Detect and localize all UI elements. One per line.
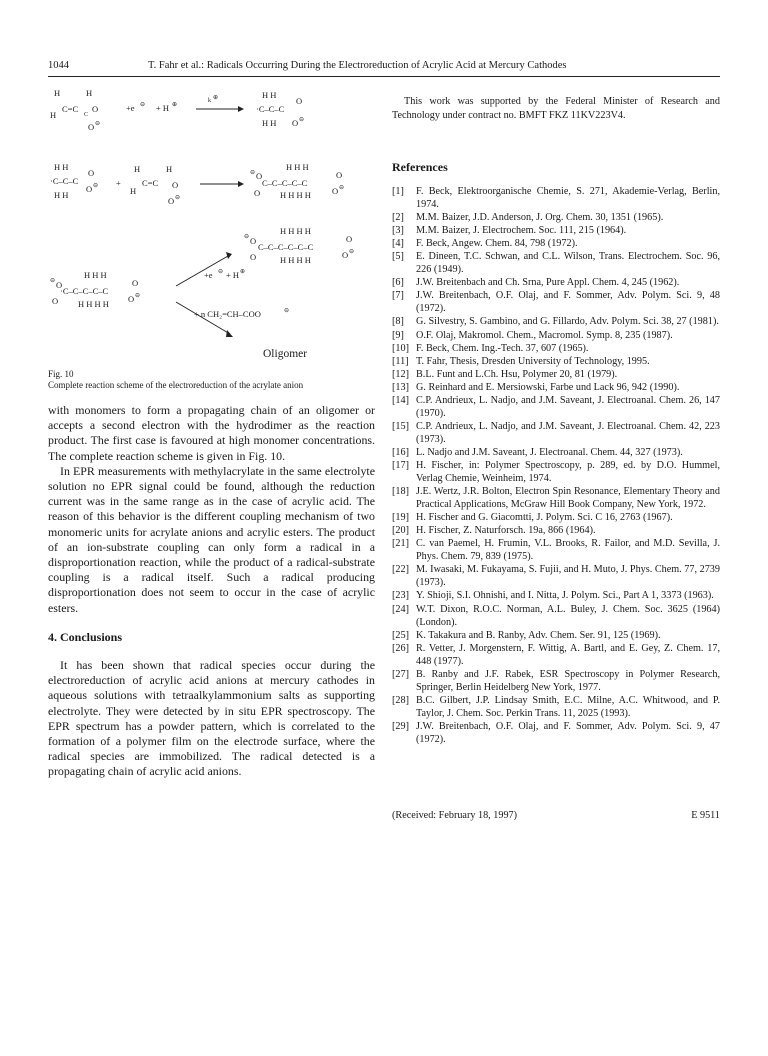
reference-item <box>392 603 720 629</box>
arrow-head <box>238 181 244 187</box>
reference-text: T. Fahr, Thesis, Dresden University of Technology, 1995. <box>416 355 650 367</box>
reference-item <box>392 720 720 746</box>
running-head <box>48 60 720 77</box>
chem-h: H <box>166 164 173 174</box>
reference-number: [20] <box>392 525 409 537</box>
running-title: T. Fahr et al.: Radicals Occurring During the Electroreduction of Acrylic Acid at Mercury Cathodes <box>148 60 567 71</box>
chem-o: O <box>168 196 175 206</box>
reference-item <box>392 485 720 511</box>
reference-number: [11] <box>392 355 409 367</box>
chem-neg: ⊖ <box>284 308 290 314</box>
reference-item <box>392 459 720 485</box>
right-column <box>392 95 720 821</box>
row2-acrylate-monomer <box>130 164 180 206</box>
chem-neg: ⊖ <box>175 195 181 201</box>
page-number: 1044 <box>48 60 69 71</box>
chem-h: H <box>130 186 137 196</box>
left-column <box>48 403 375 780</box>
chem-plus-e: +e <box>126 103 135 113</box>
chem-chain: ·C–C–C <box>50 176 79 186</box>
reference-item <box>392 642 720 668</box>
chem-neg: ⊖ <box>349 249 355 255</box>
reference-number: [27] <box>392 668 409 680</box>
reference-item <box>392 589 720 602</box>
reference-text: R. Vetter, J. Morgenstern, F. Wittig, A. Bartl, and E. Gey, Z. Chem. 17, 448 (1977). <box>416 642 720 667</box>
reference-item <box>392 420 720 446</box>
reference-number: [7] <box>392 290 404 302</box>
reference-item <box>392 355 720 368</box>
reference-item <box>392 224 720 237</box>
chem-o: O <box>86 184 93 194</box>
reference-number: [19] <box>392 512 409 524</box>
reference-number: [3] <box>392 225 404 237</box>
reference-text: M.M. Baizer, J.D. Anderson, J. Org. Chem. 30, 1351 (1965). <box>416 212 664 224</box>
chem-h: H <box>54 88 61 98</box>
reference-number: [4] <box>392 238 404 250</box>
reference-number: [28] <box>392 694 409 706</box>
chem-neg: ⊖ <box>95 121 101 127</box>
received-line <box>392 810 720 821</box>
reference-text: C. van Paemel, H. Frumin, V.L. Brooks, R. Failor, and M.D. Sevilla, J. Phys. Chem. 79, 839 (1975). <box>416 538 720 563</box>
chem-o: O <box>296 96 303 106</box>
reference-text: Y. Shioji, S.I. Ohnishi, and I. Nitta, J. Polym. Sci., Part A 1, 3373 (1963). <box>416 590 714 602</box>
chem-o: O <box>88 122 95 132</box>
row2-dimer-radical <box>250 162 344 200</box>
reference-item <box>392 276 720 289</box>
reference-item <box>392 342 720 355</box>
reference-number: [13] <box>392 381 409 393</box>
reference-text: J.E. Wertz, J.R. Bolton, Electron Spin Resonance, Elementary Theory and Practical Applications, McGraw Hill Book Company, New York, 1972. <box>416 486 720 511</box>
reference-item <box>392 211 720 224</box>
chem-o: O <box>254 188 261 198</box>
reference-number: [1] <box>392 186 404 197</box>
chem-pos: ⊕ <box>213 95 219 101</box>
reference-text: C.P. Andrieux, L. Nadjo, and J.M. Saveant, J. Electroanal. Chem. 42, 223 (1973). <box>416 420 720 445</box>
reference-text: K. Takakura and B. Ranby, Adv. Chem. Ser. 91, 125 (1969). <box>416 629 661 641</box>
section-heading: 4. Conclusions <box>48 629 123 644</box>
reference-item <box>392 185 720 211</box>
arrow-head <box>226 330 233 337</box>
reference-text: E. Dineen, T.C. Schwan, and C.L. Wilson, Trans. Electrochem. Soc. 96, 226 (1949). <box>416 251 720 276</box>
reference-item <box>392 511 720 524</box>
conclusions-paragraph: It has been shown that radical species occur during the electroreduction of acrylic acid anions at mercury cathodes in aqueous solutions with tetraalkylammonium salts as supporting electrolyte. They were detected by in situ EPR spectroscopy. The EPR spectrum has a powder pattern, which is correlated to the formation of a polymer film on the electrode surface, where the radical species are immobilized. The radical detected is a propagating chain of acrylic acid anions. <box>48 658 375 779</box>
chem-neg: ⊖ <box>50 278 56 284</box>
acknowledgment: This work was supported by the Federal Minister of Research and Technology under contract no. BMFT FKZ 11KV223V4. <box>392 96 720 121</box>
chem-hh: H H <box>54 190 69 200</box>
reference-item <box>392 250 720 276</box>
reference-number: [10] <box>392 342 409 354</box>
oligomer-label: Oligomer <box>263 348 308 360</box>
chem-plus-h: + H <box>226 270 240 280</box>
chem-o: O <box>250 252 257 262</box>
body-paragraph: with monomers to form a propagating chain of an oligomer or accepts a second electron with the hydrodimer as the reaction product. The first case is favoured at high monomer concentrations. The complete reaction scheme is given in Fig. 10. <box>48 403 375 463</box>
reference-text: H. Fischer and G. Giacomtti, J. Polym. Sci. C 16, 2763 (1967). <box>416 512 673 524</box>
chem-o: O <box>250 236 257 246</box>
row1-radical-product <box>256 90 304 128</box>
reference-item <box>392 289 720 315</box>
reference-item <box>392 563 720 589</box>
chem-h: H <box>50 110 57 120</box>
reaction-scheme-diagram <box>48 86 378 366</box>
reference-item <box>392 446 720 459</box>
chem-hhh: H H H <box>286 162 309 172</box>
reference-item <box>392 629 720 642</box>
chem-o: O <box>256 171 263 181</box>
reference-text: H. Fischer, Z. Naturforsch. 19a, 866 (1964). <box>416 525 596 537</box>
row4-trimer-radical <box>50 270 140 309</box>
chem-hhhh: H H H H <box>78 299 109 309</box>
chem-c-eq-c: C=C <box>62 104 79 114</box>
reference-item <box>392 524 720 537</box>
reference-text: M.M. Baizer, J. Electrochem. Soc. 111, 215 (1964). <box>416 225 627 237</box>
chem-o: O <box>88 168 95 178</box>
chem-neg: ⊖ <box>93 183 99 189</box>
chem-monomer-add: + n CH₂=CH–COO <box>194 309 261 319</box>
reference-text: W.T. Dixon, R.O.C. Norman, A.L. Buley, J. Chem. Soc. 3625 (1964) (London). <box>416 603 720 628</box>
chem-o: O <box>128 294 135 304</box>
chem-neg: ⊖ <box>218 269 224 275</box>
chem-neg: ⊖ <box>299 117 305 123</box>
reference-number: [23] <box>392 590 409 602</box>
manuscript-code: E 9511 <box>691 810 720 821</box>
reference-number: [29] <box>392 720 409 732</box>
chem-o: O <box>336 170 343 180</box>
reference-number: [6] <box>392 277 404 289</box>
arrow-head <box>238 106 244 112</box>
reference-text: C.P. Andrieux, L. Nadjo, and J.M. Saveant, J. Electroanal. Chem. 26, 147 (1970). <box>416 394 720 419</box>
chem-h: H <box>134 164 141 174</box>
reference-item <box>392 315 720 328</box>
reference-number: [22] <box>392 564 409 576</box>
reference-item <box>392 329 720 342</box>
reference-item <box>392 537 720 563</box>
reference-number: [8] <box>392 316 404 328</box>
chem-o: O <box>52 296 59 306</box>
reference-text: L. Nadjo and J.M. Saveant, J. Electroanal. Chem. 44, 327 (1973). <box>416 446 683 458</box>
reference-item <box>392 368 720 381</box>
reference-text: F. Beck, Elektroorganische Chemie, S. 271, Akademie-Verlag, Berlin, 1974. <box>416 186 720 211</box>
chem-hhh: H H H <box>84 270 107 280</box>
chem-plus-e-h: +e <box>204 270 213 280</box>
chem-c: C <box>84 112 89 118</box>
figure-caption: Complete reaction scheme of the electroreduction of the acrylate anion <box>48 380 304 390</box>
chem-o: O <box>92 104 99 114</box>
reference-list <box>392 185 720 746</box>
chem-chain: C–C–C–C–C <box>262 178 308 188</box>
reference-number: [2] <box>392 212 404 224</box>
reference-number: [18] <box>392 486 409 498</box>
chem-chain: C–C–C–C–C–C <box>258 242 314 252</box>
reference-item <box>392 381 720 394</box>
reference-number: [9] <box>392 329 404 341</box>
chem-hh: H H <box>262 90 277 100</box>
reference-number: [14] <box>392 394 409 406</box>
reference-text: F. Beck, Chem. Ing.-Tech. 37, 607 (1965). <box>416 342 589 354</box>
arrow-head <box>226 252 232 259</box>
reference-item <box>392 237 720 250</box>
reference-text: O.F. Olaj, Makromol. Chem., Macromol. Symp. 8, 235 (1987). <box>416 329 673 341</box>
chem-neg: ⊖ <box>339 185 345 191</box>
chem-o: O <box>332 186 339 196</box>
row3-tetramer-product <box>244 226 354 265</box>
reference-text: H. Fischer, in: Polymer Spectroscopy, p. 289, ed. by D.O. Hummel, Verlag Chemie, Weinheim, 1974. <box>416 459 720 485</box>
reference-item <box>392 668 720 694</box>
references-heading: References <box>392 160 448 174</box>
reference-number: [15] <box>392 420 409 432</box>
chem-pos: ⊕ <box>240 269 246 275</box>
reference-text: B. Ranby and J.F. Rabek, ESR Spectroscopy in Polymer Research, Springer, Berlin Heidelberg New York, 1977. <box>416 668 720 693</box>
reference-text: J.W. Breitenbach, O.F. Olaj, and F. Sommer, Adv. Polym. Sci. 9, 47 (1972). <box>416 720 720 745</box>
chem-hhhh: H H H H <box>280 255 311 265</box>
reference-item <box>392 694 720 720</box>
reference-number: [12] <box>392 368 409 380</box>
received-date: (Received: February 18, 1997) <box>392 810 518 821</box>
reference-text: F. Beck, Angew. Chem. 84, 798 (1972). <box>416 238 578 250</box>
chem-neg: ⊖ <box>140 102 146 108</box>
reference-text: J.W. Breitenbach and Ch. Srna, Pure Appl. Chem. 4, 245 (1962). <box>416 277 680 289</box>
reference-number: [16] <box>392 446 409 458</box>
chem-o: O <box>342 250 349 260</box>
reference-number: [25] <box>392 629 409 641</box>
chem-k: k <box>208 98 211 104</box>
body-paragraph: In EPR measurements with methylacrylate in the same electrolyte solution no EPR signal could be found, although the reduction current was in the same range as in the case of acrylic acid. The reason of this behavior is the different coupling mechanism of two monomeric units for acrylate anions and acrylic esters. The product of an ion-substrate coupling can only form a radical in a disproportionation reaction, while the product of a radical-substrate coupling is a radical itself. Such a radical producing disproportionation does not seem to occur in the case of acrylic esters. <box>48 463 375 615</box>
chem-plus: + <box>116 178 121 188</box>
reference-number: [24] <box>392 603 409 615</box>
figure-label: Fig. 10 <box>48 369 74 379</box>
reference-number: [17] <box>392 459 409 471</box>
reference-text: M. Iwasaki, M. Fukayama, S. Fujii, and H. Muto, J. Phys. Chem. 77, 2739 (1973). <box>416 564 720 589</box>
reference-text: B.C. Gilbert, J.P. Lindsay Smith, E.C. Milne, A.C. Whitwood, and P. Taylor, J. Chem. Soc. Perkin Trans. 11, 2025 (1993). <box>416 694 720 719</box>
row2-radical <box>50 162 98 200</box>
reference-number: [5] <box>392 251 404 263</box>
reference-text: G. Reinhard and E. Mersiowski, Farbe und Lack 96, 942 (1990). <box>416 381 680 393</box>
chem-o: O <box>172 180 179 190</box>
chem-o: O <box>292 118 299 128</box>
reference-text: G. Silvestry, S. Gambino, and G. Fillardo, Adv. Polym. Sci. 38, 27 (1981). <box>416 316 719 328</box>
reaction-scheme-figure <box>48 86 378 390</box>
chem-hh: H H <box>262 118 277 128</box>
chem-c-eq-c: C=C <box>142 178 159 188</box>
chem-o: O <box>56 280 63 290</box>
chem-plus-h: + H <box>156 103 170 113</box>
chem-neg: ⊖ <box>244 234 250 240</box>
reference-text: J.W. Breitenbach, O.F. Olaj, and F. Sommer, Adv. Polym. Sci. 9, 48 (1972). <box>416 290 720 315</box>
chem-pos: ⊕ <box>172 102 178 108</box>
chem-chain: ·C–C–C–C–C <box>60 286 109 296</box>
chem-hhhh: H H H H <box>280 226 311 236</box>
chem-h: H <box>86 88 93 98</box>
reference-number: [21] <box>392 538 409 550</box>
reference-text: B.L. Funt and L.Ch. Hsu, Polymer 20, 81 (1979). <box>416 368 618 380</box>
chem-hhhh: H H H H <box>280 190 311 200</box>
row1-acrylate-monomer <box>50 88 100 132</box>
chem-hh: H H <box>54 162 69 172</box>
chem-neg: ⊖ <box>135 293 141 299</box>
chem-o: O <box>346 234 353 244</box>
chem-neg: ⊖ <box>250 170 256 176</box>
reference-item <box>392 394 720 420</box>
reference-number: [26] <box>392 642 409 654</box>
chem-o: O <box>132 278 139 288</box>
chem-chain: ·C–C–C <box>256 104 285 114</box>
